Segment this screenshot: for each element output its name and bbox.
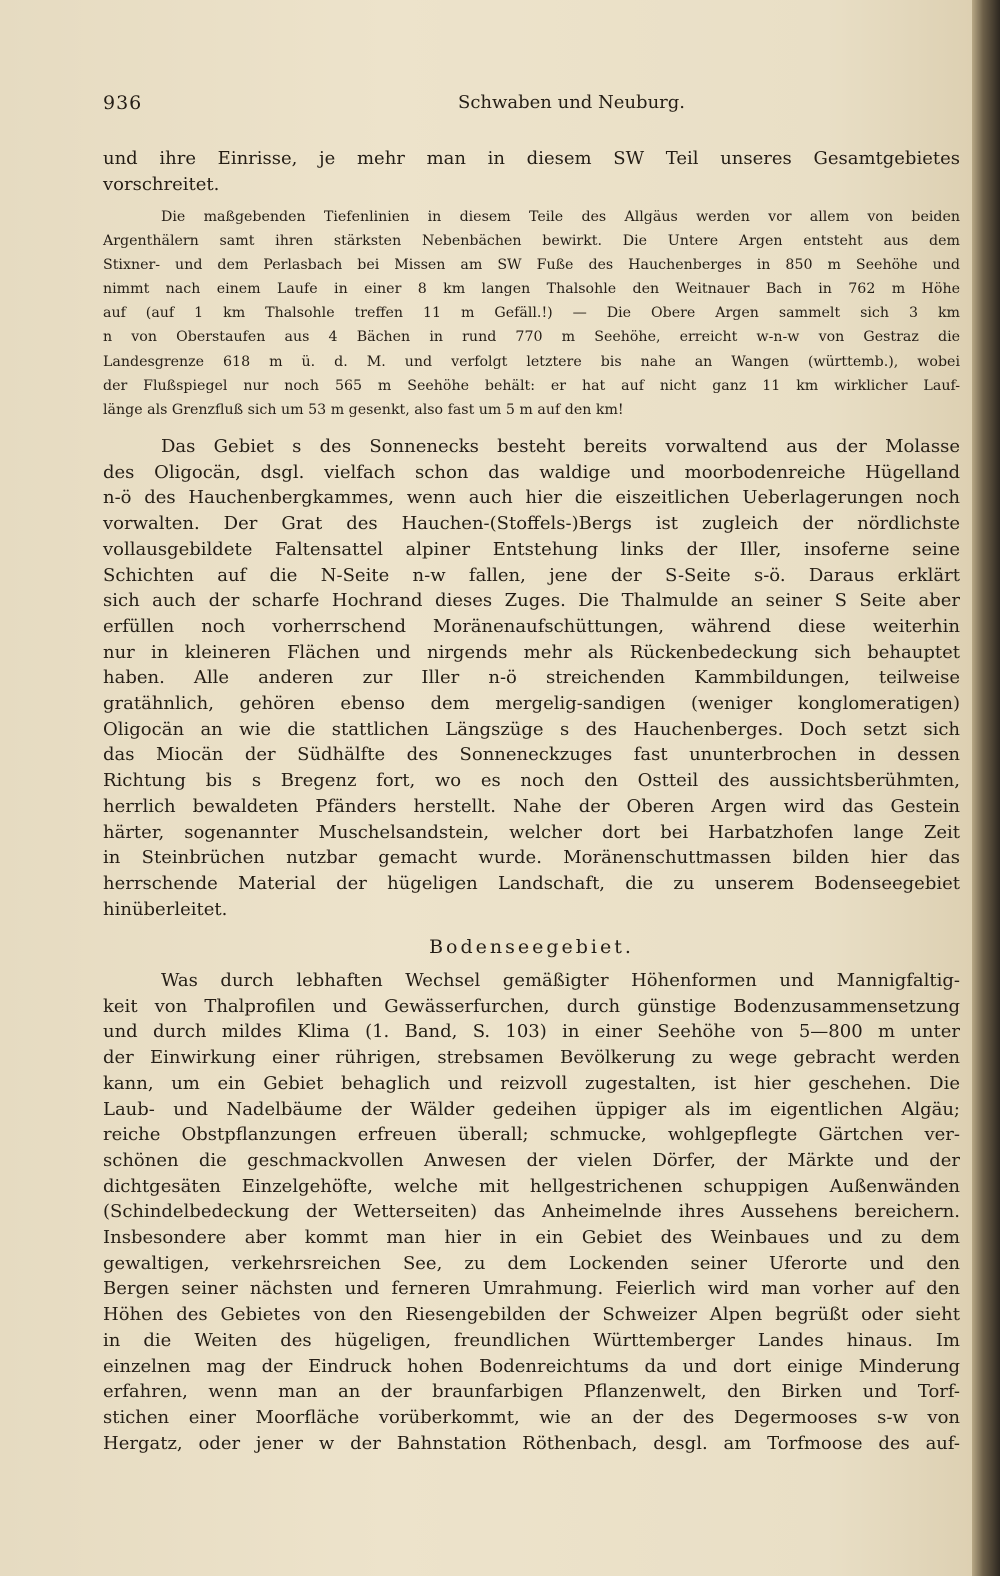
text-line: gewaltigen, verkehrsreichen See, zu dem Lockenden seiner Uferorte und den (103, 1252, 960, 1274)
text-line: nimmt nach einem Laufe in einer 8 km langen Thalsohle den Weitnauer Bach in 762 m Höhe (103, 281, 960, 298)
text-line: Argenthälern samt ihren stärksten Nebenbächen bewirkt. Die Untere Argen entsteht aus dem (103, 233, 960, 250)
text-line: härter, sogenannter Muschelsandstein, welcher dort bei Harbatzhofen lange Zeit (103, 821, 960, 843)
text-line: erfüllen noch vorherrschend Moränenaufschüttungen, während diese weiterhin (103, 615, 960, 637)
text-line: Das Gebiet s des Sonnenecks besteht bereits vorwaltend aus der Molasse (161, 436, 960, 457)
text-line: keit von Thalprofilen und Gewässerfurchen, durch günstige Bodenzusammensetzung (103, 995, 960, 1017)
text-line: Oligocän an wie die stattlichen Längszüge s des Hauchenberges. Doch setzt sich (103, 718, 960, 740)
text-line: sich auch der scharfe Hochrand dieses Zuges. Die Thalmulde an seiner S Seite aber (103, 590, 960, 612)
text-line: hinüberleitet. (103, 898, 228, 920)
text-line: des Oligocän, dsgl. vielfach schon das waldige und moorbodenreiche Hügelland (103, 461, 960, 483)
text-line: herrlich bewaldeten Pfänders herstellt. Nahe der Oberen Argen wird das Gestein (103, 795, 960, 817)
text-line: in die Weiten des hügeligen, freundlichen Württemberger Landes hinaus. Im (103, 1329, 960, 1351)
text-line: (Schindelbedeckung der Wetterseiten) das Anheimelnde ihres Aussehens bereichern. (103, 1201, 960, 1223)
text-line: stichen einer Moorfläche vorüberkommt, wie an der des Degermooses s-w von (103, 1406, 960, 1428)
text-line: in Steinbrüchen nutzbar gemacht wurde. Moränenschuttmassen bilden hier das (103, 847, 960, 869)
text-line: vorwalten. Der Grat des Hauchen-(Stoffels-)Bergs ist zugleich der nördlichste (103, 513, 960, 535)
text-line: und durch mildes Klima (1. Band, S. 103) in einer Seehöhe von 5—800 m unter (103, 1021, 960, 1043)
section-heading: Bodenseegebiet. (429, 936, 634, 958)
paragraph-molasse (103, 434, 960, 922)
running-title: Schwaben und Neuburg. (457, 92, 686, 113)
text-line: n von Oberstaufen aus 4 Bächen in rund 770 m Seehöhe, erreicht w-n-w von Gestraz die (103, 329, 960, 346)
text-line: länge als Grenzfluß sich um 53 m gesenkt, also fast um 5 m auf den km! (103, 401, 624, 418)
text-line: gratähnlich, gehören ebenso dem mergelig-sandigen (weniger konglomeratigen) (103, 693, 960, 715)
text-line: n-ö des Hauchenbergkammes, wenn auch hier die eiszeitlichen Ueberlagerungen noch (103, 487, 960, 509)
text-line: und ihre Einrisse, je mehr man in diesem SW Teil unseres Gesamtgebietes (103, 148, 960, 169)
page-number: 936 (103, 92, 143, 114)
text-line: Hergatz, oder jener w der Bahnstation Röthenbach, desgl. am Torfmoose des auf- (103, 1432, 960, 1454)
text-line: nur in kleineren Flächen und nirgends mehr als Rückenbedeckung sich behauptet (103, 641, 960, 663)
text-line: herrschende Material der hügeligen Landschaft, die zu unserem Bodenseegebiet (103, 872, 960, 894)
text-line: einzelnen mag der Eindruck hohen Bodenreichtums da und dort einige Minderung (103, 1355, 960, 1377)
text-line: haben. Alle anderen zur Iller n-ö streichenden Kammbildungen, teilweise (103, 667, 960, 689)
footnote-block (103, 205, 960, 422)
text-line: Landesgrenze 618 m ü. d. M. und verfolgt letztere bis nahe an Wangen (württemb.), wobei (103, 353, 960, 370)
paragraph-continuation (103, 146, 960, 197)
text-line: Stixner- und dem Perlasbach bei Missen am SW Fuße des Hauchenberges in 850 m Seehöhe und (103, 257, 960, 274)
text-line: vollausgebildete Faltensattel alpiner Entstehung links der Iller, insoferne seine (103, 538, 960, 560)
text-line: Insbesondere aber kommt man hier in ein Gebiet des Weinbaues und zu dem (103, 1227, 960, 1249)
text-line: auf (auf 1 km Thalsohle treffen 11 m Gefäll.!) — Die Obere Argen sammelt sich 3 km (103, 305, 960, 322)
text-line: vorschreitet. (103, 173, 220, 195)
text-line: Was durch lebhaften Wechsel gemäßigter Höhenformen und Mannigfaltig- (161, 970, 960, 991)
paragraph-bodenseegebiet (103, 968, 960, 1456)
text-line: erfahren, wenn man an der braunfarbigen Pflanzenwelt, den Birken und Torf- (103, 1381, 960, 1403)
text-line: Laub- und Nadelbäume der Wälder gedeihen üppiger als im eigentlichen Algäu; (103, 1098, 960, 1120)
text-line: dichtgesäten Einzelgehöfte, welche mit hellgestrichenen schuppigen Außenwänden (103, 1175, 960, 1197)
text-line: kann, um ein Gebiet behaglich und reizvoll zugestalten, ist hier geschehen. Die (103, 1072, 960, 1094)
page-header (103, 92, 960, 122)
text-line: der Einwirkung einer rührigen, strebsamen Bevölkerung zu wege gebracht werden (103, 1047, 960, 1069)
text-line: Bergen seiner nächsten und ferneren Umrahmung. Feierlich wird man vorher auf den (103, 1278, 960, 1300)
page-binding-edge (972, 0, 1000, 1576)
text-line: Schichten auf die N-Seite n-w fallen, jene der S-Seite s-ö. Daraus erklärt (103, 564, 960, 586)
text-line: Richtung bis s Bregenz fort, wo es noch den Ostteil des aussichtsberühmten, (103, 770, 960, 792)
text-line: der Flußspiegel nur noch 565 m Seehöhe behält: er hat auf nicht ganz 11 km wirklicher Lauf- (103, 377, 960, 394)
text-line: schönen die geschmackvollen Anwesen der vielen Dörfer, der Märkte und der (103, 1149, 960, 1171)
text-line: reiche Obstpflanzungen erfreuen überall; schmucke, wohlgepflegte Gärtchen ver- (103, 1124, 960, 1146)
text-line: Die maßgebenden Tiefenlinien in diesem Teile des Allgäus werden vor allem von beiden (161, 209, 960, 225)
text-line: das Miocän der Südhälfte des Sonneneckzuges fast ununterbrochen in dessen (103, 744, 960, 766)
text-line: Höhen des Gebietes von den Riesengebilden der Schweizer Alpen begrüßt oder sieht (103, 1304, 960, 1326)
